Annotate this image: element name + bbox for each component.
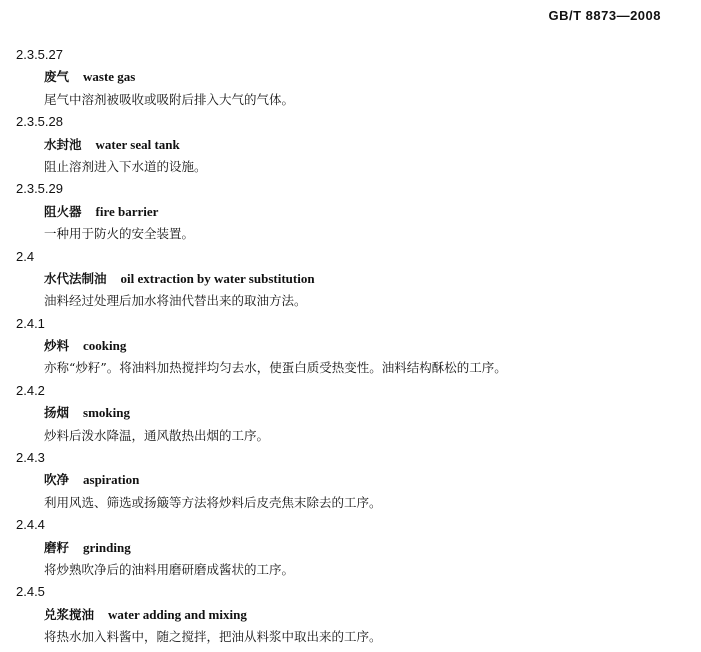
term-chinese: 废气 <box>44 69 70 85</box>
term-english: fire barrier <box>95 203 159 219</box>
standard-code-header: GB/T 8873—2008 <box>548 8 661 23</box>
term-line <box>16 134 686 156</box>
term-line <box>16 335 686 357</box>
term-definition: 油料经过处理后加水将油代替出来的取油方法。 <box>44 293 307 309</box>
term-line <box>16 201 686 223</box>
term-line <box>16 402 686 424</box>
term-definition: 炒料后泼水降温，通风散热出烟的工序。 <box>44 427 270 443</box>
term-english: aspiration <box>83 472 140 488</box>
entry-number: 2.4.4 <box>16 517 45 533</box>
term-definition: 将热水加入料酱中，随之搅拌，把油从料浆中取出来的工序。 <box>44 629 382 645</box>
entry-number: 2.4.5 <box>16 584 45 600</box>
entry-number: 2.4.2 <box>16 382 45 398</box>
term-entry <box>16 380 686 447</box>
term-entry <box>16 246 686 313</box>
term-chinese: 吹净 <box>44 472 70 488</box>
term-line <box>16 469 686 491</box>
term-english: grinding <box>83 539 131 555</box>
term-definition: 将炒熟吹净后的油料用磨研磨成酱状的工序。 <box>44 561 295 577</box>
term-entry <box>16 313 686 380</box>
term-entry <box>16 447 686 514</box>
term-line <box>16 537 686 559</box>
term-english: water seal tank <box>95 136 180 152</box>
entry-number: 2.4.1 <box>16 315 45 331</box>
term-entry <box>16 514 686 581</box>
term-line <box>16 66 686 88</box>
entry-number: 2.3.5.28 <box>16 114 63 130</box>
term-chinese: 扬烟 <box>44 405 70 421</box>
term-definition: 利用风选、筛选或扬簸等方法将炒料后皮壳焦末除去的工序。 <box>44 494 382 510</box>
term-definition: 一种用于防火的安全装置。 <box>44 226 195 242</box>
term-chinese: 兑浆搅油 <box>44 606 95 622</box>
term-english: waste gas <box>83 69 136 85</box>
term-entry <box>16 44 686 111</box>
entry-number: 2.3.5.27 <box>16 47 63 62</box>
entry-number: 2.4.3 <box>16 450 45 466</box>
term-english: oil extraction by water substitution <box>120 270 315 286</box>
term-english: smoking <box>83 405 130 421</box>
term-line <box>16 604 686 626</box>
term-chinese: 炒料 <box>44 338 70 354</box>
terms-list <box>16 44 686 649</box>
term-definition: 阻止溶剂进入下水道的设施。 <box>44 158 207 174</box>
term-line <box>16 268 686 290</box>
term-entry <box>16 178 686 245</box>
term-chinese: 磨籽 <box>44 539 70 555</box>
entry-number: 2.3.5.29 <box>16 181 63 197</box>
term-english: water adding and mixing <box>108 606 247 622</box>
term-english: cooking <box>83 338 127 354</box>
term-chinese: 阻火器 <box>44 203 82 219</box>
term-chinese: 水封池 <box>44 136 82 152</box>
entry-number: 2.4 <box>16 248 35 264</box>
term-definition: 亦称“炒籽”。将油料加热搅拌均匀去水，使蛋白质受热变性。油料结构酥松的工序。 <box>44 360 507 376</box>
term-entry <box>16 581 686 648</box>
term-chinese: 水代法制油 <box>44 270 107 286</box>
term-definition: 尾气中溶剂被吸收或吸附后排入大气的气体。 <box>44 91 295 107</box>
term-entry <box>16 111 686 178</box>
